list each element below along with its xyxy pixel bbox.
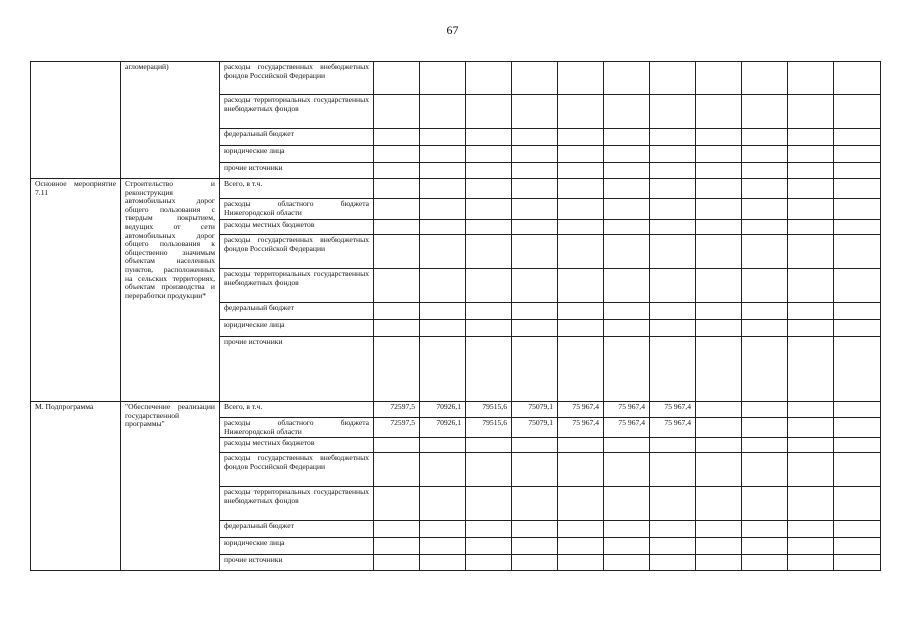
value-cell xyxy=(788,438,834,453)
value-cell xyxy=(604,220,650,235)
value-cell: 75 967,4 xyxy=(604,402,650,418)
value-cell xyxy=(650,487,696,521)
value-cell xyxy=(788,269,834,303)
value-cell xyxy=(650,320,696,337)
value-cell xyxy=(650,179,696,199)
value-cell xyxy=(696,235,742,269)
value-cell xyxy=(696,146,742,163)
funding-source-cell: расходы государственных внебюджетных фондов Российской Федерации xyxy=(220,453,374,487)
funding-source-cell: расходы областного бюджета Нижегородской области xyxy=(220,199,374,220)
value-cell xyxy=(650,555,696,571)
value-cell xyxy=(420,62,466,95)
value-cell xyxy=(696,555,742,571)
value-cell xyxy=(834,179,881,199)
value-cell xyxy=(512,303,558,320)
value-cell xyxy=(558,538,604,555)
value-cell xyxy=(742,438,788,453)
value-cell xyxy=(374,163,420,179)
value-cell xyxy=(834,453,881,487)
funding-source-cell: федеральный бюджет xyxy=(220,521,374,538)
value-cell xyxy=(466,199,512,220)
value-cell xyxy=(788,402,834,418)
value-cell xyxy=(604,303,650,320)
value-cell xyxy=(374,555,420,571)
value-cell xyxy=(742,555,788,571)
value-cell xyxy=(650,438,696,453)
funding-source-cell: расходы государственных внебюджетных фондов Российской Федерации xyxy=(220,235,374,269)
value-cell xyxy=(834,235,881,269)
section-code-cell: М. Подпрограмма xyxy=(31,402,121,571)
value-cell xyxy=(604,146,650,163)
value-cell xyxy=(604,453,650,487)
value-cell: 75079,1 xyxy=(512,418,558,438)
value-cell xyxy=(742,521,788,538)
value-cell xyxy=(650,129,696,146)
value-cell: 75 967,4 xyxy=(558,418,604,438)
value-cell xyxy=(834,487,881,521)
section-title-cell: Строительство и реконструкция автомобильных дорог общего пользования с твердым покрытием, ведущих от сети автомобильных дорог общего пользования к общественно значимым объектам населенных пунктов, расположенных на сельских территориях, объектам производства и переработки продукции* xyxy=(121,179,220,402)
value-cell xyxy=(420,146,466,163)
value-cell xyxy=(834,402,881,418)
funding-source-cell: расходы территориальных государственных внебюджетных фондов xyxy=(220,95,374,129)
value-cell xyxy=(696,163,742,179)
value-cell xyxy=(558,555,604,571)
value-cell xyxy=(834,521,881,538)
funding-source-cell: расходы территориальных государственных внебюджетных фондов xyxy=(220,269,374,303)
value-cell xyxy=(558,163,604,179)
value-cell xyxy=(512,438,558,453)
section-code-cell: Основное мероприятие 7.11 xyxy=(31,179,121,402)
value-cell xyxy=(558,220,604,235)
value-cell xyxy=(604,538,650,555)
value-cell xyxy=(466,235,512,269)
value-cell xyxy=(466,521,512,538)
value-cell xyxy=(558,269,604,303)
value-cell xyxy=(788,453,834,487)
value-cell xyxy=(558,453,604,487)
value-cell xyxy=(604,235,650,269)
value-cell xyxy=(788,179,834,199)
value-cell xyxy=(420,438,466,453)
value-cell xyxy=(834,146,881,163)
funding-source-cell: прочие источники xyxy=(220,163,374,179)
value-cell xyxy=(466,303,512,320)
budget-table xyxy=(30,61,881,571)
value-cell xyxy=(558,129,604,146)
value-cell xyxy=(420,521,466,538)
value-cell xyxy=(788,521,834,538)
funding-source-cell: расходы областного бюджета Нижегородской области xyxy=(220,418,374,438)
section-title-cell: "Обеспечение реализации государственной программы" xyxy=(121,402,220,571)
value-cell xyxy=(420,555,466,571)
value-cell xyxy=(420,269,466,303)
value-cell xyxy=(512,269,558,303)
value-cell xyxy=(466,453,512,487)
value-cell xyxy=(696,320,742,337)
value-cell xyxy=(374,146,420,163)
value-cell xyxy=(374,320,420,337)
value-cell xyxy=(604,199,650,220)
value-cell xyxy=(466,129,512,146)
value-cell xyxy=(420,199,466,220)
value-cell xyxy=(558,303,604,320)
value-cell xyxy=(466,487,512,521)
value-cell xyxy=(466,538,512,555)
value-cell xyxy=(466,269,512,303)
value-cell xyxy=(696,95,742,129)
funding-source-cell: прочие источники xyxy=(220,555,374,571)
value-cell xyxy=(788,487,834,521)
value-cell xyxy=(558,62,604,95)
value-cell xyxy=(558,487,604,521)
value-cell xyxy=(788,418,834,438)
funding-source-cell: Всего, в т.ч. xyxy=(220,402,374,418)
funding-source-cell: расходы территориальных государственных внебюджетных фондов xyxy=(220,487,374,521)
value-cell xyxy=(604,179,650,199)
value-cell xyxy=(696,453,742,487)
funding-source-cell: юридические лица xyxy=(220,538,374,555)
value-cell xyxy=(742,320,788,337)
value-cell xyxy=(650,453,696,487)
value-cell xyxy=(834,220,881,235)
value-cell xyxy=(604,438,650,453)
value-cell xyxy=(558,95,604,129)
value-cell xyxy=(834,320,881,337)
value-cell xyxy=(696,199,742,220)
value-cell xyxy=(742,199,788,220)
value-cell xyxy=(512,62,558,95)
value-cell: 75 967,4 xyxy=(604,418,650,438)
value-cell xyxy=(742,453,788,487)
value-cell xyxy=(420,337,466,402)
value-cell xyxy=(650,235,696,269)
value-cell xyxy=(650,337,696,402)
value-cell xyxy=(604,129,650,146)
value-cell xyxy=(742,303,788,320)
value-cell xyxy=(834,438,881,453)
value-cell xyxy=(466,438,512,453)
value-cell xyxy=(512,179,558,199)
value-cell: 79515,6 xyxy=(466,402,512,418)
value-cell xyxy=(742,402,788,418)
value-cell xyxy=(604,269,650,303)
table-row xyxy=(31,402,881,418)
value-cell xyxy=(420,453,466,487)
value-cell xyxy=(788,235,834,269)
value-cell xyxy=(374,179,420,199)
table-row xyxy=(31,179,881,199)
value-cell xyxy=(420,95,466,129)
value-cell xyxy=(742,146,788,163)
value-cell xyxy=(788,555,834,571)
value-cell xyxy=(650,220,696,235)
value-cell xyxy=(558,199,604,220)
value-cell xyxy=(834,555,881,571)
value-cell xyxy=(696,521,742,538)
value-cell xyxy=(834,538,881,555)
value-cell xyxy=(696,402,742,418)
value-cell xyxy=(374,235,420,269)
value-cell xyxy=(650,538,696,555)
value-cell xyxy=(466,220,512,235)
value-cell xyxy=(650,303,696,320)
section-title-cell: агломераций) xyxy=(121,62,220,179)
value-cell xyxy=(788,337,834,402)
value-cell xyxy=(512,163,558,179)
value-cell: 75 967,4 xyxy=(650,402,696,418)
value-cell xyxy=(788,146,834,163)
value-cell xyxy=(742,269,788,303)
value-cell: 72597,5 xyxy=(374,418,420,438)
value-cell xyxy=(604,555,650,571)
value-cell xyxy=(604,163,650,179)
value-cell xyxy=(512,320,558,337)
value-cell xyxy=(696,303,742,320)
page-number: 67 xyxy=(446,23,459,37)
value-cell xyxy=(558,320,604,337)
value-cell xyxy=(742,129,788,146)
value-cell xyxy=(650,146,696,163)
value-cell xyxy=(650,95,696,129)
value-cell xyxy=(604,62,650,95)
value-cell xyxy=(604,320,650,337)
value-cell xyxy=(466,320,512,337)
funding-source-cell: Всего, в т.ч. xyxy=(220,179,374,199)
value-cell xyxy=(512,453,558,487)
value-cell xyxy=(788,220,834,235)
funding-source-cell: расходы государственных внебюджетных фондов Российской Федерации xyxy=(220,62,374,95)
value-cell xyxy=(512,487,558,521)
value-cell xyxy=(420,235,466,269)
value-cell xyxy=(558,438,604,453)
value-cell xyxy=(742,418,788,438)
funding-source-cell: юридические лица xyxy=(220,320,374,337)
funding-source-cell: юридические лица xyxy=(220,146,374,163)
value-cell xyxy=(788,129,834,146)
value-cell xyxy=(466,337,512,402)
value-cell xyxy=(696,418,742,438)
value-cell xyxy=(374,95,420,129)
value-cell xyxy=(466,163,512,179)
funding-source-cell: расходы местных бюджетов xyxy=(220,220,374,235)
value-cell xyxy=(834,199,881,220)
value-cell xyxy=(374,199,420,220)
value-cell xyxy=(834,62,881,95)
value-cell xyxy=(788,62,834,95)
value-cell xyxy=(742,62,788,95)
value-cell xyxy=(512,521,558,538)
value-cell xyxy=(420,303,466,320)
funding-source-cell: расходы местных бюджетов xyxy=(220,438,374,453)
value-cell xyxy=(742,163,788,179)
value-cell xyxy=(742,337,788,402)
value-cell xyxy=(512,95,558,129)
value-cell xyxy=(466,62,512,95)
value-cell xyxy=(466,179,512,199)
value-cell xyxy=(466,555,512,571)
value-cell xyxy=(420,487,466,521)
value-cell xyxy=(374,269,420,303)
value-cell xyxy=(742,220,788,235)
value-cell xyxy=(374,62,420,95)
value-cell xyxy=(696,179,742,199)
value-cell xyxy=(834,163,881,179)
value-cell xyxy=(374,453,420,487)
value-cell xyxy=(788,163,834,179)
table-row xyxy=(31,62,881,95)
value-cell: 70926,1 xyxy=(420,402,466,418)
value-cell xyxy=(788,95,834,129)
value-cell xyxy=(834,337,881,402)
section-code-cell xyxy=(31,62,121,179)
value-cell xyxy=(512,199,558,220)
value-cell xyxy=(374,438,420,453)
value-cell xyxy=(834,269,881,303)
value-cell: 75 967,4 xyxy=(558,402,604,418)
value-cell xyxy=(512,555,558,571)
value-cell xyxy=(696,62,742,95)
value-cell xyxy=(834,129,881,146)
value-cell: 79515,6 xyxy=(466,418,512,438)
value-cell xyxy=(374,521,420,538)
value-cell xyxy=(834,418,881,438)
value-cell xyxy=(742,235,788,269)
value-cell xyxy=(604,521,650,538)
value-cell xyxy=(604,95,650,129)
value-cell xyxy=(696,538,742,555)
value-cell xyxy=(604,487,650,521)
value-cell: 72597,5 xyxy=(374,402,420,418)
value-cell xyxy=(696,269,742,303)
value-cell xyxy=(742,95,788,129)
value-cell xyxy=(650,269,696,303)
value-cell xyxy=(558,235,604,269)
value-cell xyxy=(788,538,834,555)
value-cell xyxy=(374,129,420,146)
value-cell xyxy=(420,163,466,179)
value-cell xyxy=(420,129,466,146)
value-cell: 70926,1 xyxy=(420,418,466,438)
value-cell: 75 967,4 xyxy=(650,418,696,438)
value-cell xyxy=(788,199,834,220)
value-cell xyxy=(558,521,604,538)
value-cell xyxy=(650,163,696,179)
value-cell xyxy=(420,538,466,555)
value-cell xyxy=(650,62,696,95)
value-cell xyxy=(420,179,466,199)
value-cell xyxy=(512,129,558,146)
value-cell xyxy=(374,487,420,521)
value-cell xyxy=(466,95,512,129)
value-cell xyxy=(374,337,420,402)
value-cell xyxy=(374,220,420,235)
value-cell xyxy=(788,320,834,337)
funding-source-cell: федеральный бюджет xyxy=(220,129,374,146)
value-cell xyxy=(374,303,420,320)
value-cell xyxy=(696,487,742,521)
value-cell xyxy=(650,199,696,220)
value-cell xyxy=(558,146,604,163)
value-cell xyxy=(650,521,696,538)
value-cell xyxy=(512,220,558,235)
value-cell xyxy=(604,337,650,402)
value-cell xyxy=(696,220,742,235)
funding-source-cell: федеральный бюджет xyxy=(220,303,374,320)
value-cell xyxy=(558,179,604,199)
value-cell xyxy=(512,337,558,402)
value-cell: 75079,1 xyxy=(512,402,558,418)
value-cell xyxy=(834,95,881,129)
value-cell xyxy=(512,235,558,269)
value-cell xyxy=(742,538,788,555)
funding-source-cell: прочие источники xyxy=(220,337,374,402)
value-cell xyxy=(834,303,881,320)
value-cell xyxy=(420,220,466,235)
value-cell xyxy=(420,320,466,337)
value-cell xyxy=(788,303,834,320)
value-cell xyxy=(512,538,558,555)
value-cell xyxy=(512,146,558,163)
value-cell xyxy=(696,438,742,453)
value-cell xyxy=(466,146,512,163)
value-cell xyxy=(374,538,420,555)
value-cell xyxy=(742,487,788,521)
value-cell xyxy=(558,337,604,402)
value-cell xyxy=(696,337,742,402)
value-cell xyxy=(696,129,742,146)
value-cell xyxy=(742,179,788,199)
